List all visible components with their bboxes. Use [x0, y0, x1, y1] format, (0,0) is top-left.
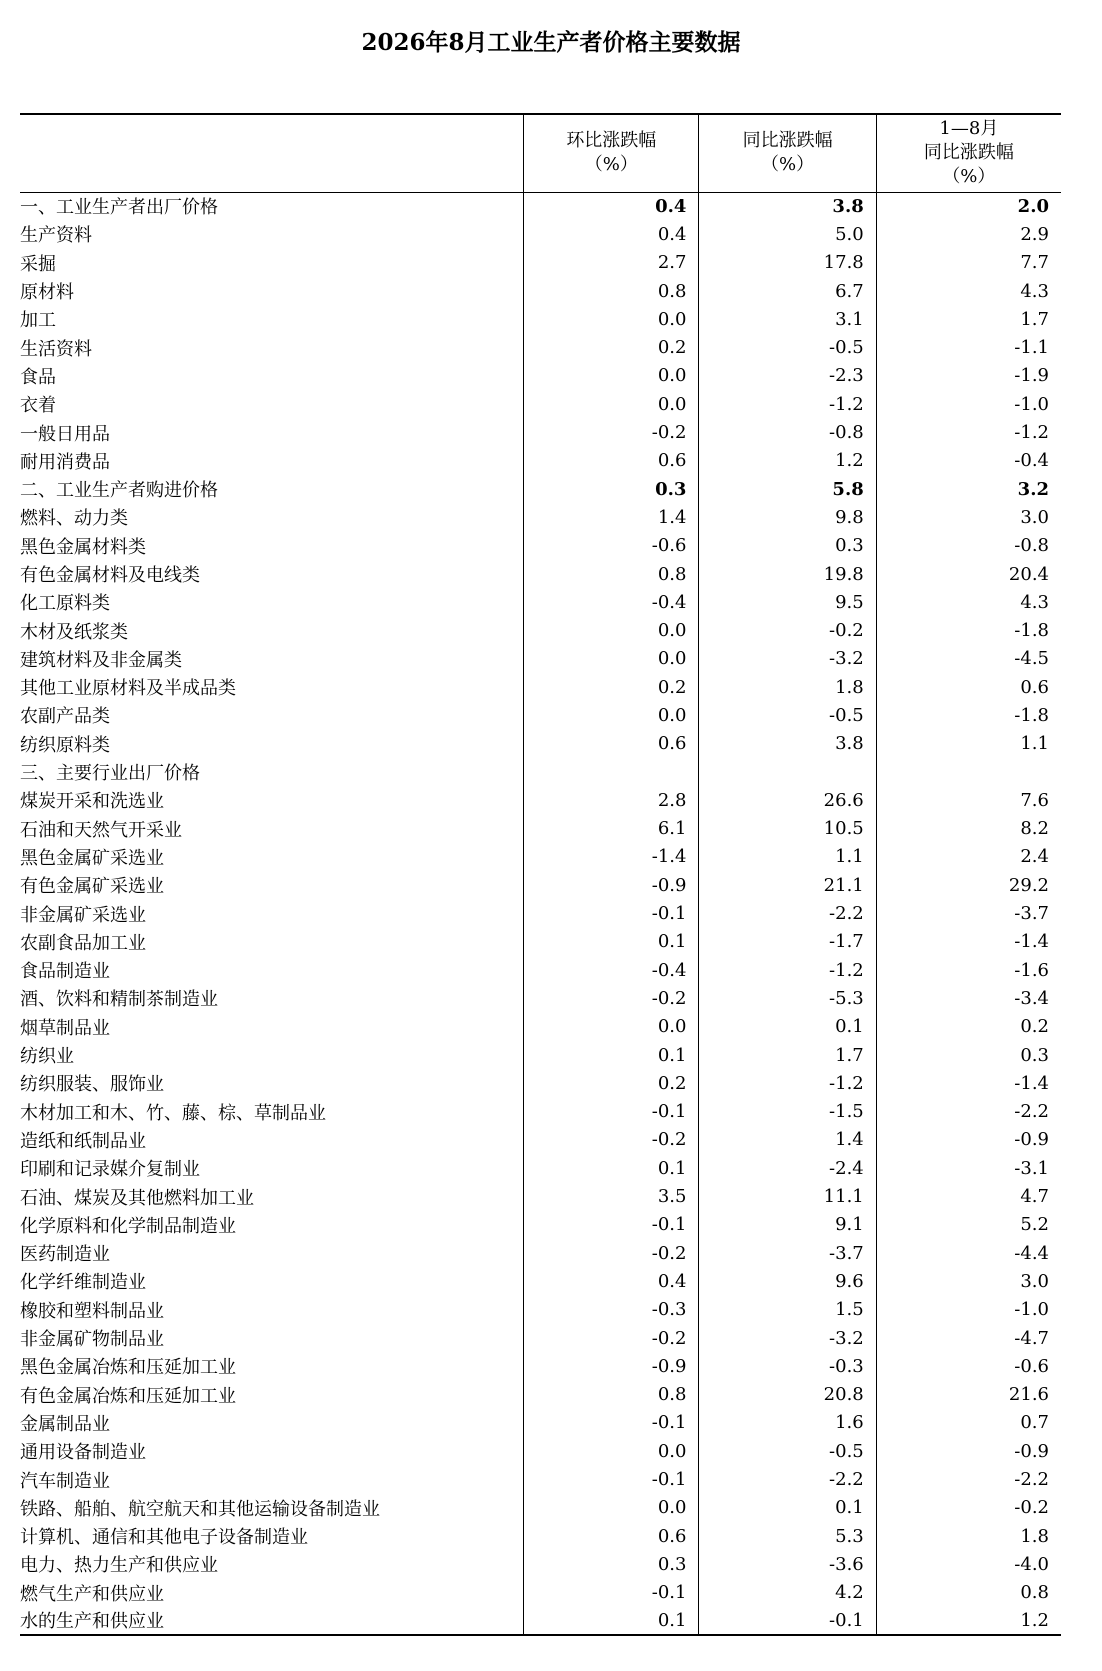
mom-value: -0.1	[524, 899, 699, 927]
table-row	[20, 503, 1061, 531]
table-row	[20, 843, 1061, 871]
table-row	[20, 1579, 1061, 1607]
mom-value: 0.1	[524, 1041, 699, 1069]
ytd-value: -1.4	[876, 928, 1061, 956]
mom-value: 0.2	[524, 333, 699, 361]
row-label: 有色金属矿采选业	[20, 876, 164, 898]
yoy-value: 1.5	[699, 1296, 876, 1324]
yoy-value: 0.1	[699, 1494, 876, 1522]
table-row	[20, 192, 1061, 220]
yoy-value: 9.5	[699, 588, 876, 616]
mom-value: 0.3	[524, 475, 699, 503]
mom-value: 0.4	[524, 1267, 699, 1295]
ytd-value: -0.6	[876, 1352, 1061, 1380]
header-yoy	[699, 114, 876, 192]
ytd-value: 2.9	[876, 220, 1061, 248]
yoy-value: 0.3	[699, 532, 876, 560]
table-row	[20, 1126, 1061, 1154]
row-label: 非金属矿物制品业	[20, 1329, 164, 1351]
mom-value: -1.4	[524, 843, 699, 871]
yoy-value: -2.3	[699, 362, 876, 390]
table-row	[20, 645, 1061, 673]
table-row	[20, 249, 1061, 277]
mom-value: -0.4	[524, 956, 699, 984]
table-header-row	[20, 114, 1061, 192]
yoy-value: 26.6	[699, 786, 876, 814]
mom-value: 0.0	[524, 645, 699, 673]
ytd-value: -0.2	[876, 1494, 1061, 1522]
yoy-value: -3.6	[699, 1550, 876, 1578]
row-label: 三、主要行业出厂价格	[20, 763, 200, 785]
yoy-value: 17.8	[699, 249, 876, 277]
table-row	[20, 1494, 1061, 1522]
row-label: 通用设备制造业	[20, 1442, 146, 1464]
mom-value: -0.2	[524, 1126, 699, 1154]
yoy-value	[699, 758, 876, 786]
row-label: 计算机、通信和其他电子设备制造业	[20, 1527, 308, 1549]
table-row	[20, 475, 1061, 503]
yoy-value: 9.8	[699, 503, 876, 531]
row-label: 采掘	[20, 253, 56, 275]
ytd-value: -0.9	[876, 1126, 1061, 1154]
table-row	[20, 815, 1061, 843]
mom-value: -0.2	[524, 984, 699, 1012]
yoy-value: 9.6	[699, 1267, 876, 1295]
yoy-value: 9.1	[699, 1211, 876, 1239]
ytd-value: 0.3	[876, 1041, 1061, 1069]
row-label: 燃气生产和供应业	[20, 1583, 164, 1605]
table-row	[20, 390, 1061, 418]
yoy-value: 20.8	[699, 1380, 876, 1408]
mom-value: 0.0	[524, 1494, 699, 1522]
table-row	[20, 871, 1061, 899]
row-label: 食品	[20, 366, 56, 388]
mom-value: 0.8	[524, 1380, 699, 1408]
mom-value: 0.2	[524, 673, 699, 701]
yoy-value: -2.2	[699, 1465, 876, 1493]
mom-value: 0.0	[524, 701, 699, 729]
yoy-value: 1.6	[699, 1409, 876, 1437]
row-label: 木材加工和木、竹、藤、棕、草制品业	[20, 1102, 326, 1124]
row-label: 医药制造业	[20, 1244, 110, 1266]
mom-value: -0.1	[524, 1098, 699, 1126]
table-row	[20, 1098, 1061, 1126]
row-label: 电力、热力生产和供应业	[20, 1555, 218, 1577]
ytd-value: -1.1	[876, 333, 1061, 361]
yoy-value: 3.8	[699, 730, 876, 758]
yoy-value: -0.5	[699, 701, 876, 729]
yoy-value: -3.7	[699, 1239, 876, 1267]
row-label: 木材及纸浆类	[20, 621, 128, 643]
mom-value: 1.4	[524, 503, 699, 531]
ytd-value: -4.5	[876, 645, 1061, 673]
yoy-value: -1.2	[699, 390, 876, 418]
ytd-value: -3.4	[876, 984, 1061, 1012]
row-label: 石油和天然气开采业	[20, 819, 182, 841]
mom-value: -0.1	[524, 1579, 699, 1607]
row-label: 农副食品加工业	[20, 932, 146, 954]
row-label: 衣着	[20, 395, 56, 417]
ytd-value: 0.2	[876, 1013, 1061, 1041]
ytd-value: 7.7	[876, 249, 1061, 277]
mom-value: 0.0	[524, 305, 699, 333]
mom-value: 3.5	[524, 1182, 699, 1210]
row-label: 生活资料	[20, 338, 92, 360]
row-label: 水的生产和供应业	[20, 1607, 524, 1635]
header-mom-title: 环比涨跌幅	[566, 130, 657, 152]
yoy-value: 1.7	[699, 1041, 876, 1069]
ytd-value: 0.6	[876, 673, 1061, 701]
mom-value	[524, 758, 699, 786]
ytd-value: 4.7	[876, 1182, 1061, 1210]
yoy-value: -2.2	[699, 899, 876, 927]
table-row	[20, 984, 1061, 1012]
mom-value: -0.2	[524, 418, 699, 446]
mom-value: 0.1	[524, 928, 699, 956]
table-row	[20, 1069, 1061, 1097]
table-row	[20, 899, 1061, 927]
ytd-value: 0.8	[876, 1579, 1061, 1607]
mom-value: -0.1	[524, 1409, 699, 1437]
table-row	[20, 1409, 1061, 1437]
yoy-value: 5.0	[699, 220, 876, 248]
mom-value: -0.1	[524, 1211, 699, 1239]
row-label: 烟草制品业	[20, 1017, 110, 1039]
header-ytd-title: 同比涨跌幅	[923, 142, 1014, 164]
ytd-value: -1.8	[876, 701, 1061, 729]
table-row	[20, 1352, 1061, 1380]
table-row	[20, 956, 1061, 984]
row-label: 非金属矿采选业	[20, 904, 146, 926]
yoy-value: 1.2	[699, 447, 876, 475]
mom-value: 0.6	[524, 1522, 699, 1550]
yoy-value: -1.7	[699, 928, 876, 956]
row-label: 燃料、动力类	[20, 508, 128, 530]
header-yoy-title: 同比涨跌幅	[742, 130, 833, 152]
ytd-value: -4.4	[876, 1239, 1061, 1267]
mom-value: 0.8	[524, 277, 699, 305]
yoy-value: -2.4	[699, 1154, 876, 1182]
row-label: 黑色金属材料类	[20, 536, 146, 558]
yoy-value: 10.5	[699, 815, 876, 843]
ytd-value: -3.7	[876, 899, 1061, 927]
ytd-value	[876, 758, 1061, 786]
ytd-value: 3.0	[876, 503, 1061, 531]
row-label: 汽车制造业	[20, 1470, 110, 1492]
ytd-value: 20.4	[876, 560, 1061, 588]
ytd-value: 7.6	[876, 786, 1061, 814]
table-row	[20, 1211, 1061, 1239]
row-label: 一般日用品	[20, 423, 110, 445]
table-row	[20, 1465, 1061, 1493]
ytd-value: -4.0	[876, 1550, 1061, 1578]
ytd-value: 5.2	[876, 1211, 1061, 1239]
table-row	[20, 1267, 1061, 1295]
table-row	[20, 1013, 1061, 1041]
ytd-value: 29.2	[876, 871, 1061, 899]
row-label: 原材料	[20, 282, 74, 304]
table-row	[20, 1154, 1061, 1182]
page-title: 2026年8月工业生产者价格主要数据	[361, 29, 741, 56]
mom-value: -0.2	[524, 1324, 699, 1352]
table-row	[20, 701, 1061, 729]
table-row	[20, 673, 1061, 701]
table-row	[20, 1380, 1061, 1408]
row-label: 石油、煤炭及其他燃料加工业	[20, 1187, 254, 1209]
table-row	[20, 616, 1061, 644]
yoy-value: 21.1	[699, 871, 876, 899]
table-row	[20, 277, 1061, 305]
table-body	[20, 192, 1061, 1635]
mom-value: 0.0	[524, 390, 699, 418]
ytd-value: 4.3	[876, 277, 1061, 305]
row-label: 煤炭开采和洗选业	[20, 791, 164, 813]
mom-value: 2.8	[524, 786, 699, 814]
table-row	[20, 1437, 1061, 1465]
ytd-value: 8.2	[876, 815, 1061, 843]
row-label: 食品制造业	[20, 961, 110, 983]
row-label: 铁路、船舶、航空航天和其他运输设备制造业	[20, 1498, 380, 1520]
table-row	[20, 1296, 1061, 1324]
ytd-value: -4.7	[876, 1324, 1061, 1352]
mom-value: 0.2	[524, 1069, 699, 1097]
row-label: 造纸和纸制品业	[20, 1130, 146, 1152]
row-label: 一、工业生产者出厂价格	[20, 197, 218, 219]
row-label: 纺织服装、服饰业	[20, 1074, 164, 1096]
yoy-value: 1.4	[699, 1126, 876, 1154]
mom-value: 6.1	[524, 815, 699, 843]
mom-value: -0.3	[524, 1296, 699, 1324]
yoy-value: -0.8	[699, 418, 876, 446]
table-row	[20, 1041, 1061, 1069]
table-row	[20, 447, 1061, 475]
yoy-value: 3.1	[699, 305, 876, 333]
row-label: 有色金属材料及电线类	[20, 565, 200, 586]
mom-value: 0.3	[524, 1550, 699, 1578]
ytd-value: 0.7	[876, 1409, 1061, 1437]
row-label: 农副产品类	[20, 706, 110, 728]
yoy-value: -1.5	[699, 1098, 876, 1126]
ytd-value: 1.7	[876, 305, 1061, 333]
yoy-value: 4.2	[699, 1579, 876, 1607]
mom-value: -0.9	[524, 1352, 699, 1380]
header-ytd-unit: （%）	[942, 166, 996, 188]
ytd-value: -0.4	[876, 447, 1061, 475]
row-label: 酒、饮料和精制茶制造业	[20, 989, 218, 1011]
mom-value: 2.7	[524, 249, 699, 277]
yoy-value: -0.1	[699, 1607, 876, 1635]
table-row	[20, 730, 1061, 758]
row-label: 二、工业生产者购进价格	[20, 480, 218, 502]
header-ytd	[876, 114, 1061, 192]
table-row	[20, 588, 1061, 616]
mom-value: 0.0	[524, 616, 699, 644]
table-row	[20, 1550, 1061, 1578]
ytd-value: -0.9	[876, 1437, 1061, 1465]
yoy-value: -1.2	[699, 1069, 876, 1097]
table-row	[20, 928, 1061, 956]
yoy-value: -0.2	[699, 616, 876, 644]
row-label: 其他工业原材料及半成品类	[20, 678, 236, 700]
ytd-value: -2.2	[876, 1465, 1061, 1493]
table-row	[20, 560, 1061, 588]
table-row	[20, 1324, 1061, 1352]
mom-value: -0.4	[524, 588, 699, 616]
mom-value: -0.9	[524, 871, 699, 899]
ytd-value: 1.8	[876, 1522, 1061, 1550]
mom-value: -0.2	[524, 1239, 699, 1267]
ytd-value: 1.1	[876, 730, 1061, 758]
ytd-value: -1.6	[876, 956, 1061, 984]
yoy-value: 0.1	[699, 1013, 876, 1041]
header-mom-unit: （%）	[584, 154, 638, 176]
row-label: 化学原料和化学制品制造业	[20, 1215, 236, 1237]
ytd-value: 2.0	[876, 192, 1061, 220]
row-label: 耐用消费品	[20, 451, 110, 473]
ytd-value: -2.2	[876, 1098, 1061, 1126]
row-label: 黑色金属冶炼和压延加工业	[20, 1357, 236, 1379]
table-row	[20, 1182, 1061, 1210]
price-data-table	[20, 113, 1061, 1636]
ytd-value: -1.0	[876, 390, 1061, 418]
table-row	[20, 786, 1061, 814]
row-label: 金属制品业	[20, 1413, 110, 1435]
yoy-value: -0.3	[699, 1352, 876, 1380]
header-ytd-period: 1—8月	[939, 118, 999, 140]
row-label: 生产资料	[20, 225, 92, 247]
ytd-value: 3.0	[876, 1267, 1061, 1295]
yoy-value: 1.1	[699, 843, 876, 871]
ytd-value: 4.3	[876, 588, 1061, 616]
ytd-value: 1.2	[876, 1607, 1061, 1635]
row-label: 橡胶和塑料制品业	[20, 1300, 164, 1322]
row-label: 有色金属冶炼和压延加工业	[20, 1385, 236, 1407]
ytd-value: 2.4	[876, 843, 1061, 871]
yoy-value: 19.8	[699, 560, 876, 588]
mom-value: 0.0	[524, 1013, 699, 1041]
mom-value: 0.4	[524, 192, 699, 220]
ytd-value: 3.2	[876, 475, 1061, 503]
mom-value: 0.1	[524, 1607, 699, 1635]
mom-value: 0.6	[524, 447, 699, 475]
table-row	[20, 1607, 1061, 1635]
yoy-value: 11.1	[699, 1182, 876, 1210]
ytd-value: -1.4	[876, 1069, 1061, 1097]
header-yoy-unit: （%）	[761, 154, 815, 176]
yoy-value: -0.5	[699, 1437, 876, 1465]
ytd-value: -1.9	[876, 362, 1061, 390]
ytd-value: 21.6	[876, 1380, 1061, 1408]
table-row	[20, 1239, 1061, 1267]
mom-value: -0.1	[524, 1465, 699, 1493]
yoy-value: 5.3	[699, 1522, 876, 1550]
yoy-value: -5.3	[699, 984, 876, 1012]
mom-value: 0.6	[524, 730, 699, 758]
row-label: 纺织业	[20, 1046, 74, 1068]
table-row	[20, 220, 1061, 248]
table-row	[20, 418, 1061, 446]
yoy-value: 6.7	[699, 277, 876, 305]
ytd-value: -0.8	[876, 532, 1061, 560]
ytd-value: -1.2	[876, 418, 1061, 446]
mom-value: 0.0	[524, 362, 699, 390]
ytd-value: -1.8	[876, 616, 1061, 644]
row-label: 建筑材料及非金属类	[20, 649, 182, 671]
yoy-value: -1.2	[699, 956, 876, 984]
yoy-value: -3.2	[699, 645, 876, 673]
table-row	[20, 333, 1061, 361]
ytd-value: -1.0	[876, 1296, 1061, 1324]
row-label: 化学纤维制造业	[20, 1272, 146, 1294]
row-label: 化工原料类	[20, 593, 110, 615]
table-row	[20, 758, 1061, 786]
mom-value: -0.6	[524, 532, 699, 560]
mom-value: 0.0	[524, 1437, 699, 1465]
row-label: 印刷和记录媒介复制业	[20, 1159, 200, 1181]
yoy-value: -3.2	[699, 1324, 876, 1352]
mom-value: 0.4	[524, 220, 699, 248]
row-label: 纺织原料类	[20, 734, 110, 756]
header-label-cell	[20, 114, 524, 192]
yoy-value: 5.8	[699, 475, 876, 503]
row-label: 加工	[20, 310, 56, 332]
header-mom	[524, 114, 699, 192]
row-label: 黑色金属矿采选业	[20, 847, 164, 869]
table-row	[20, 305, 1061, 333]
mom-value: 0.1	[524, 1154, 699, 1182]
table-row	[20, 362, 1061, 390]
yoy-value: 3.8	[699, 192, 876, 220]
mom-value: 0.8	[524, 560, 699, 588]
table-row	[20, 1522, 1061, 1550]
ytd-value: -3.1	[876, 1154, 1061, 1182]
yoy-value: 1.8	[699, 673, 876, 701]
yoy-value: -0.5	[699, 333, 876, 361]
table-row	[20, 532, 1061, 560]
